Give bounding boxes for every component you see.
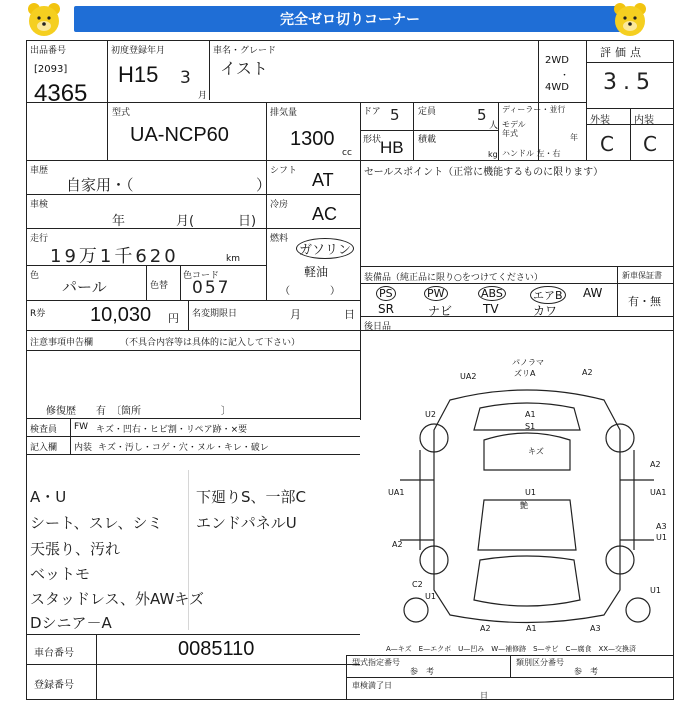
dealer-model-year: モデル年式 <box>502 120 526 138</box>
inspector-row1-label: FW <box>74 422 89 432</box>
mark-a1-hood: A1 <box>525 410 536 419</box>
rating-ext: C <box>600 132 614 156</box>
mark-s1: S1 <box>525 422 536 431</box>
mark-ua1-left: UA1 <box>388 488 405 497</box>
type-value: UA-NCP60 <box>130 124 229 146</box>
type-label: 型式 <box>112 108 131 118</box>
inspector-row2-label: 内装 <box>74 443 93 453</box>
footer-day: 日 <box>480 691 488 700</box>
hand-note-3: 天張り、汚れ <box>30 540 121 558</box>
fuel-gas: ガソリン <box>296 238 354 259</box>
rating-ext-label: 外装 <box>590 115 610 126</box>
bear-mascot-left <box>22 0 66 40</box>
name-change-month: 月 <box>290 308 301 321</box>
mark-a3-right: A3 <box>656 522 667 531</box>
aircon-value: AC <box>312 204 338 224</box>
footer-class-ref: 参 考 <box>574 667 598 676</box>
body-note-1: 下廻りS、一部C <box>196 488 306 506</box>
name-change-label: 名変期限日 <box>192 309 238 319</box>
header <box>0 0 700 40</box>
inspector-row1: キズ・凹右・ヒビ割・リペア跡・×要 <box>96 425 248 435</box>
displacement-unit: cc <box>342 148 352 158</box>
hand-note-4: ベットモ <box>30 565 91 583</box>
recycle-value: 10,030 <box>90 304 152 326</box>
mark-kizu: キズ <box>528 447 544 456</box>
inspector-row2: キズ・汚し・コゲ・穴・ヌル・キレ・破レ <box>98 443 269 453</box>
registration-month: 3 <box>180 68 191 88</box>
drive-4wd: 4WD <box>545 82 569 93</box>
inspection-month: 月( <box>176 214 195 229</box>
equip-pw: PW <box>424 286 448 301</box>
hand-note-1: A・U <box>30 488 67 506</box>
registration-year: H15 <box>118 62 159 87</box>
lot-label: 出品番号 <box>30 46 67 56</box>
equip-navi: ナビ <box>428 304 453 318</box>
mark-ua1-right: UA1 <box>650 488 667 497</box>
mark-u1-left-rear: U1 <box>425 592 436 601</box>
equip-abs: ABS <box>478 286 506 301</box>
footer-cert-ref: 参 考 <box>410 667 434 676</box>
dealer-label: ディーラー・並行 <box>502 105 566 114</box>
recycle-unit: 円 <box>168 312 179 325</box>
mark-a2-rear: A2 <box>480 624 491 633</box>
dealer-handle: ハンドル 左・右 <box>502 149 561 158</box>
warranty-label: 新車保証書 <box>622 271 662 280</box>
capacity-label: 定員 <box>418 107 437 117</box>
load-unit: kg <box>488 150 498 159</box>
fuel-diesel: 軽油 <box>304 265 329 279</box>
mark-tsuya: 艶 <box>520 501 528 510</box>
equip-ps: PS <box>376 286 396 301</box>
equip-aw: AW <box>583 286 603 300</box>
footer-cert: 型式指定番号 <box>352 658 400 667</box>
inspector-label2: 記入欄 <box>30 443 58 453</box>
repair-history: 修復歴 有 〔箇所 〕 <box>46 406 231 417</box>
equip-sr: SR <box>378 302 394 316</box>
name-change-day: 日 <box>344 308 355 321</box>
mark-u1-right-rear: U1 <box>650 586 661 595</box>
plate-label: 登録番号 <box>34 680 74 691</box>
registration-label: 初度登録年月 <box>111 46 166 56</box>
fuel-paren: （ ） <box>280 286 340 297</box>
mark-u1-right: U1 <box>656 533 667 542</box>
equip-leather: カワ <box>533 304 558 318</box>
color-label: 色 <box>30 271 40 281</box>
chassis-value: 0085110 <box>178 638 255 660</box>
mark-u2: U2 <box>425 410 436 419</box>
aircon-label: 冷房 <box>270 200 289 210</box>
inspection-label: 車検 <box>30 200 49 210</box>
footer-class: 類別区分番号 <box>516 658 564 667</box>
dealer-year-unit: 年 <box>570 133 578 142</box>
capacity-unit: 人 <box>489 121 499 131</box>
mark-u1-roof: U1 <box>525 488 536 497</box>
sales-point-label: セールスポイント（正常に機能するものに限ります） <box>364 167 604 178</box>
equip-tv: TV <box>483 302 499 316</box>
load-label: 積載 <box>418 135 437 145</box>
mark-a2-right: A2 <box>650 460 661 469</box>
diagram-legend: A—キズ E—エクボ U—凹み W—補修跡 S—サビ C—腐食 XX—交換済 <box>386 645 637 653</box>
history-value: 自家用・（ <box>66 176 134 194</box>
hand-note-5: スタッドレス、外AWキズ <box>30 590 204 608</box>
lot-code: [2093] <box>34 64 68 75</box>
registration-month-unit: 月 <box>198 91 208 101</box>
doors-value: 5 <box>390 106 400 124</box>
mark-a3-rear: A3 <box>590 624 601 633</box>
mark-a1-rear: A1 <box>526 624 537 633</box>
doors-label: ドア <box>363 107 381 117</box>
after-label: 後日品 <box>364 322 392 332</box>
drive-dot: ・ <box>560 71 570 81</box>
capacity-value: 5 <box>477 106 487 124</box>
recycle-label: R券 <box>30 309 46 319</box>
shape-value: HB <box>380 138 404 157</box>
shape-label: 形状 <box>363 135 382 145</box>
hand-note-2: シート、スレ、シミ <box>30 514 163 532</box>
color-code-label: 色コード <box>183 271 220 281</box>
model-name: イスト <box>220 59 268 78</box>
hand-note-6: Dシニア－A <box>30 614 112 632</box>
color-tone-label: 色替 <box>150 281 169 291</box>
inspection-year: 年 <box>112 214 126 229</box>
rating-value: 3.5 <box>603 70 656 95</box>
fuel-label: 燃料 <box>270 234 289 244</box>
equip-airbag: エアB <box>530 286 566 304</box>
shift-label: シフト <box>270 166 298 176</box>
inspector-label1: 検査員 <box>30 425 58 435</box>
mark-panorama: パノラマ <box>512 358 544 367</box>
rating-int: C <box>643 132 657 156</box>
rating-int-label: 内装 <box>634 115 654 126</box>
displacement-label: 排気量 <box>270 108 298 118</box>
equipment-label: 装備品（純正品に限り○をつけてください） <box>364 273 543 283</box>
lot-number: 4365 <box>34 80 88 107</box>
mark-c2: C2 <box>412 580 423 589</box>
warranty-value: 有・無 <box>628 295 661 308</box>
mark-a2-left: A2 <box>392 540 403 549</box>
chassis-label: 車台番号 <box>34 648 74 659</box>
mark-zuria: ズリA <box>514 369 536 378</box>
color-code: 057 <box>192 278 231 298</box>
color-value: パール <box>62 278 107 296</box>
body-note-2: エンドパネルU <box>196 514 297 532</box>
mileage-value: 19万1千620 <box>50 246 179 267</box>
header-title: 完全ゼロ切りコーナー <box>74 6 626 32</box>
mileage-unit: km <box>226 254 240 264</box>
displacement-value: 1300 <box>290 128 335 150</box>
inspection-day: 日) <box>238 214 257 229</box>
shift-value: AT <box>312 170 334 190</box>
drive-2wd: 2WD <box>545 55 569 66</box>
history-close: ） <box>256 176 272 194</box>
rating-label: 評価点 <box>600 46 645 59</box>
history-label: 車歴 <box>30 166 49 176</box>
mark-ua2-front: UA2 <box>460 372 477 381</box>
notes-sub: （不具合内容等は具体的に記入して下さい） <box>120 338 301 348</box>
mark-a2-front-right: A2 <box>582 368 593 377</box>
mileage-label: 走行 <box>30 234 49 244</box>
footer-expiry: 車検満了日 <box>352 681 392 690</box>
model-label: 車名・グレード <box>213 46 277 56</box>
bear-mascot-right <box>608 0 652 40</box>
notes-label: 注意事項申告欄 <box>30 338 94 348</box>
